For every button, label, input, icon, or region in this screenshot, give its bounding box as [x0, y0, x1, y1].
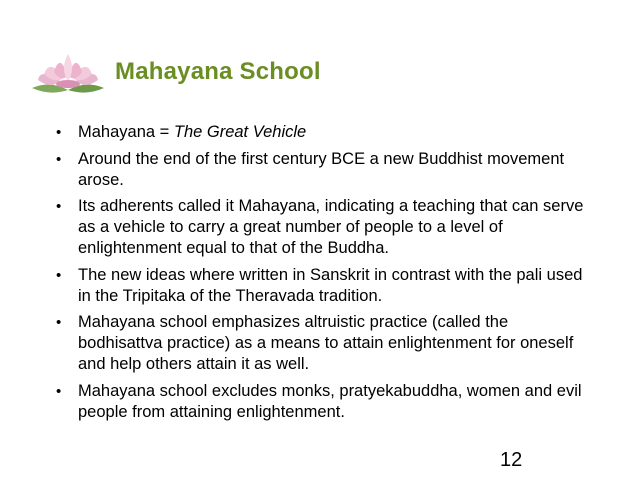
bullet-text: The new ideas where written in Sanskrit in contrast with the pali used in the Tripitaka of the Theravada tradition. [78, 265, 583, 305]
bullet-text: Mahayana school excludes monks, pratyekabuddha, women and evil people from attaining enlightenment. [78, 381, 582, 421]
bullet-item [56, 149, 596, 191]
bullet-item [56, 381, 596, 423]
bullet-text [78, 122, 596, 143]
bullet-marker: • [56, 314, 62, 331]
bullet-marker: • [56, 198, 62, 215]
bullet-item [56, 196, 596, 259]
bullet-item [56, 265, 596, 307]
bullet-marker: • [56, 382, 62, 400]
slide-title: Mahayana School [115, 58, 321, 85]
bullet-emphasis: The Great Vehicle [173, 123, 307, 141]
page-number: 12 [500, 449, 523, 471]
bullet-text: Mahayana school emphasizes altruistic practice (called the bodhisattva practice) as a means to attain enlightenment for oneself and help others attain it as well. [78, 313, 574, 373]
bullet-marker: • [56, 124, 62, 141]
bullet-text: Its adherents called it Mahayana, indicating a teaching that can serve as a vehicle to carry a great number of people to a level of enlightenment equal to that of the Buddha. [78, 197, 584, 257]
bullet-item [56, 312, 596, 375]
bullet-list [56, 122, 596, 428]
bullet-marker: • [56, 150, 62, 168]
bullet-item [56, 122, 596, 143]
bullet-prefix: Mahayana = [78, 123, 174, 141]
bullet-marker: • [56, 266, 62, 284]
lotus-icon [30, 50, 106, 100]
bullet-text: Around the end of the first century BCE a new Buddhist movement arose. [78, 149, 565, 189]
